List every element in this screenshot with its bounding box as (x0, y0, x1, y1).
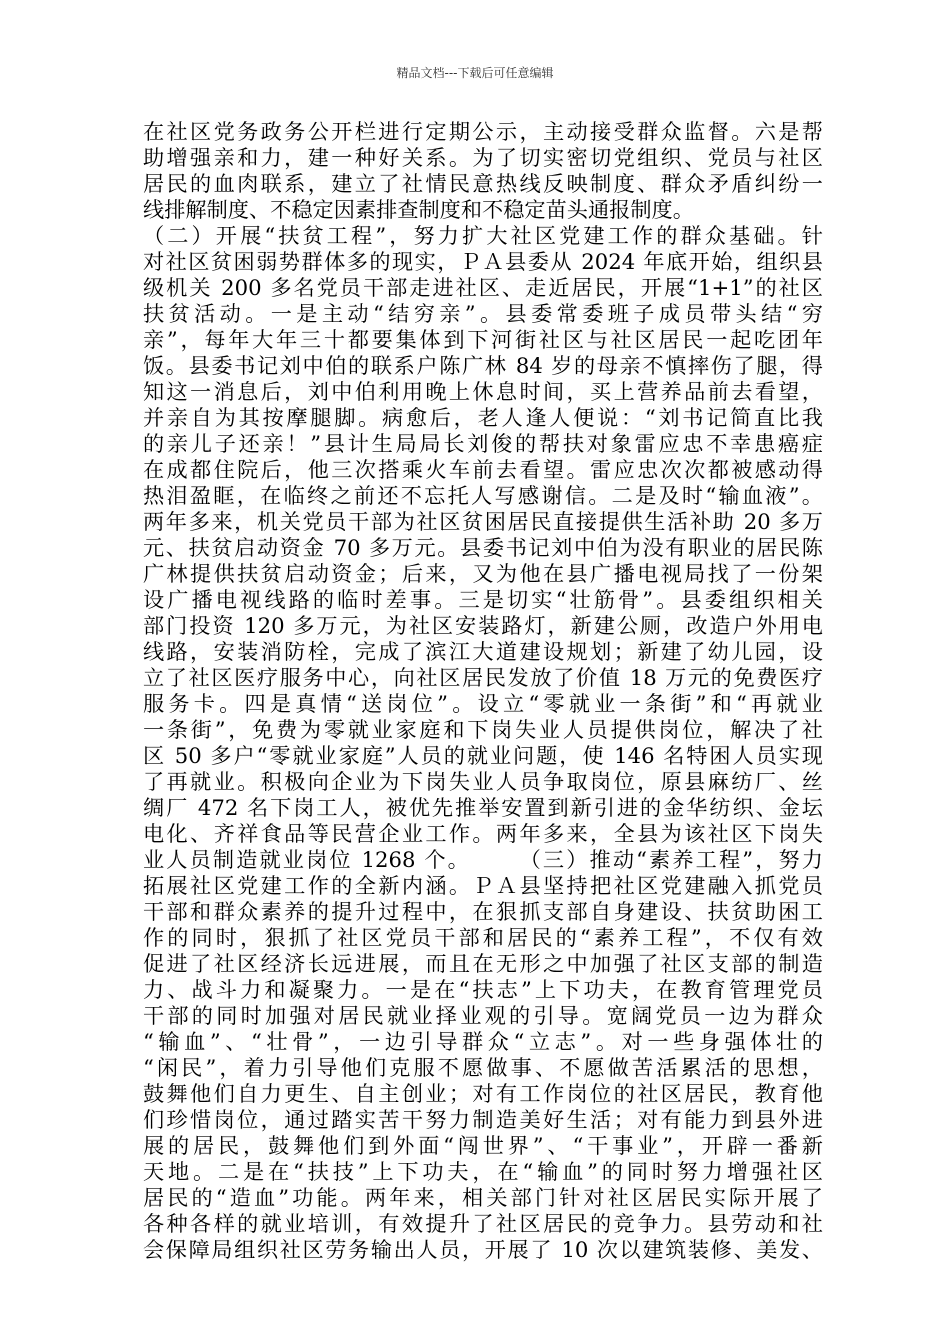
text-line: 居民的血肉联系，建立了社情民意热线反映制度、群众矛盾纠纷一 (143, 171, 823, 196)
text-line: 居民的“造血”功能。两年来，相关部门针对社区居民实际开展了 (143, 1185, 823, 1210)
text-line: 在社区党务政务公开栏进行定期公示，主动接受群众监督。六是帮 (143, 119, 823, 144)
text-line: 一条街”，免费为零就业家庭和下岗失业人员提供岗位，解决了社 (143, 717, 823, 742)
text-line: 力、战斗力和凝聚力。一是在“扶志”上下功夫，在教育管理党员 (143, 977, 823, 1002)
text-line: 促进了社区经济长远进展，而且在无形之中加强了社区支部的制造 (143, 951, 823, 976)
text-line: 热泪盈眶，在临终之前还不忘托人写感谢信。二是及时“输血液”。 (143, 483, 823, 508)
text-line: 线路，安装消防栓，完成了滨江大道建设规划；新建了幼儿园，设 (143, 639, 823, 664)
text-line: 元、扶贫启动资金 70 多万元。县委书记刘中伯为没有职业的居民陈 (143, 535, 823, 560)
text-line: 了再就业。积极向企业为下岗失业人员争取岗位，原县麻纺厂、丝 (143, 769, 823, 794)
text-line: 鼓舞他们自力更生、自主创业；对有工作岗位的社区居民，教育他 (143, 1081, 823, 1106)
text-line: 广林提供扶贫启动资金；后来，又为他在县广播电视局找了一份架 (143, 561, 823, 586)
text-line: 会保障局组织社区劳务输出人员，开展了 10 次以建筑装修、美发、 (143, 1237, 823, 1262)
text-line: 作的同时，狠抓了社区党员干部和居民的“素养工程”，不仅有效 (143, 925, 823, 950)
text-line: 立了社区医疗服务中心，向社区居民发放了价值 18 万元的免费医疗 (143, 665, 823, 690)
text-line: 区 50 多户“零就业家庭”人员的就业问题，使 146 名特困人员实现 (143, 743, 823, 768)
text-line: 服务卡。四是真情“送岗位”。设立“零就业一条街”和“再就业 (143, 691, 823, 716)
text-line: 业人员制造就业岗位 1268 个。 （三）推动“素养工程”，努力 (143, 847, 823, 872)
text-line: （二）开展“扶贫工程”，努力扩大社区党建工作的群众基础。针 (143, 223, 823, 248)
text-line: 拓展社区党建工作的全新内涵。ＰＡ县坚持把社区党建融入抓党员 (143, 873, 823, 898)
text-line: 并亲自为其按摩腿脚。病愈后，老人逢人便说：“刘书记简直比我 (143, 405, 823, 430)
text-line: “闲民”，着力引导他们克服不愿做事、不愿做苦活累活的思想， (143, 1055, 823, 1080)
document-body (143, 119, 823, 1263)
text-line: 线排解制度、不稳定因素排查制度和不稳定苗头通报制度。 (143, 197, 694, 222)
page-header: 精品文档---下载后可任意编辑 (396, 66, 554, 80)
text-line: 助增强亲和力，建一种好关系。为了切实密切党组织、党员与社区 (143, 145, 823, 170)
text-line: 亲”，每年大年三十都要集体到下河街社区与社区居民一起吃团年 (143, 327, 823, 352)
text-line: 干部和群众素养的提升过程中，在狠抓支部自身建设、扶贫助困工 (143, 899, 823, 924)
text-line: 的亲儿子还亲！”县计生局局长刘俊的帮扶对象雷应忠不幸患癌症 (143, 431, 823, 456)
text-line: 天地。二是在“扶技”上下功夫，在“输血”的同时努力增强社区 (143, 1159, 823, 1184)
text-line: 干部的同时加强对居民就业择业观的引导。宽阔党员一边为群众 (143, 1003, 823, 1028)
text-line: 知这一消息后，刘中伯利用晚上休息时间，买上营养品前去看望， (143, 379, 823, 404)
text-line: 设广播电视线路的临时差事。三是切实“壮筋骨”。县委组织相关 (143, 587, 823, 612)
text-line: 各种各样的就业培训，有效提升了社区居民的竞争力。县劳动和社 (143, 1211, 823, 1236)
text-line: 对社区贫困弱势群体多的现实，ＰＡ县委从 2024 年底开始，组织县 (143, 249, 823, 274)
text-line: “输血”、“壮骨”，一边引导群众“立志”。对一些身强体壮的 (143, 1029, 823, 1054)
text-line: 在成都住院后，他三次搭乘火车前去看望。雷应忠次次都被感动得 (143, 457, 823, 482)
text-line: 饭。县委书记刘中伯的联系户陈广林 84 岁的母亲不慎摔伤了腿，得 (143, 353, 823, 378)
text-line: 们珍惜岗位，通过踏实苦干努力制造美好生活；对有能力到县外进 (143, 1107, 823, 1132)
text-line: 展的居民，鼓舞他们到外面“闯世界”、“干事业”，开辟一番新 (143, 1133, 823, 1158)
text-line: 两年多来，机关党员干部为社区贫困居民直接提供生活补助 20 多万 (143, 509, 823, 534)
text-line: 电化、齐祥食品等民营企业工作。两年多来，全县为该社区下岗失 (143, 821, 823, 846)
text-line: 级机关 200 多名党员干部走进社区、走近居民，开展“1+1”的社区 (143, 275, 823, 300)
text-line: 部门投资 120 多万元，为社区安装路灯，新建公厕，改造户外用电 (143, 613, 823, 638)
text-line: 扶贫活动。一是主动“结穷亲”。县委常委班子成员带头结“穷 (143, 301, 823, 326)
text-line: 绸厂 472 名下岗工人，被优先推举安置到新引进的金华纺织、金坛 (143, 795, 823, 820)
